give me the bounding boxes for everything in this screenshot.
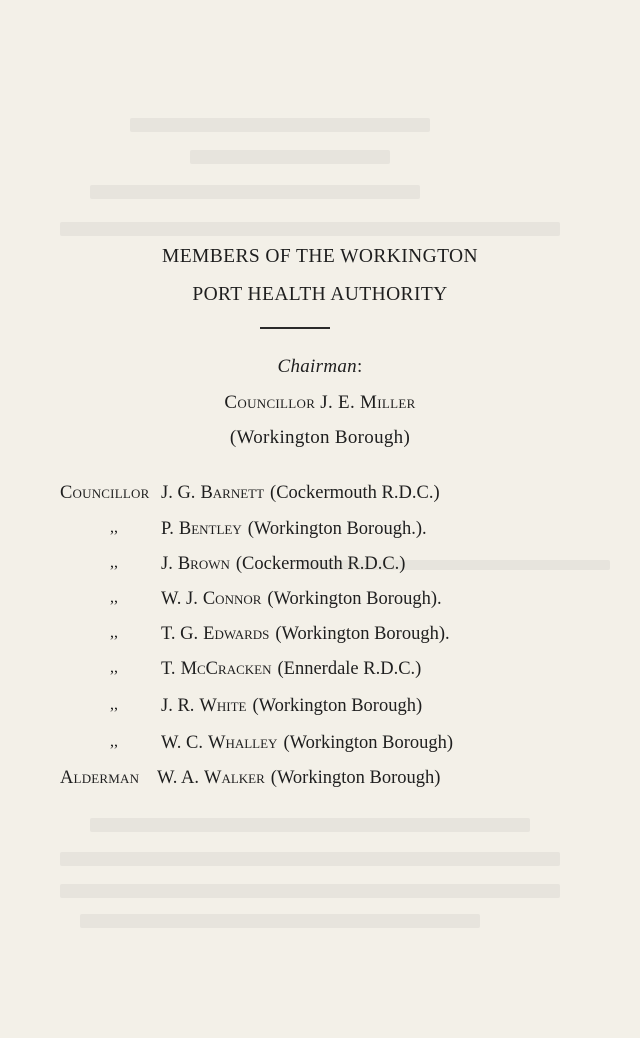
- member-initials: J. R.: [161, 696, 195, 716]
- member-row: [0, 589, 640, 615]
- chairman-name: J. E. Miller: [320, 392, 416, 413]
- member-constituency: (Workington Borough): [252, 696, 423, 716]
- member-initials: W. C.: [161, 733, 203, 753]
- ditto-mark: ,,: [110, 624, 118, 641]
- member-surname: Bentley: [178, 519, 242, 539]
- ditto-mark: ,,: [110, 519, 118, 536]
- member-entry: [161, 483, 440, 504]
- member-surname: Barnett: [200, 483, 265, 503]
- member-row: [0, 624, 640, 650]
- member-initials: J. G.: [161, 483, 196, 503]
- member-initials: W. J.: [161, 589, 198, 609]
- member-initials: W. A.: [157, 768, 199, 788]
- member-surname: Walker: [203, 768, 265, 788]
- member-constituency: (Workington Borough).: [275, 624, 450, 644]
- member-row: [0, 768, 640, 794]
- ditto-mark: ,,: [110, 696, 118, 713]
- title-divider: [260, 327, 330, 329]
- chairman-role: Councillor: [224, 392, 316, 413]
- member-constituency: (Workington Borough.).: [247, 519, 427, 539]
- member-initials: T. G.: [161, 624, 199, 644]
- chairman-constituency: (Workington Borough): [229, 427, 411, 448]
- member-row: [0, 519, 640, 545]
- member-constituency: (Cockermouth R.D.C.): [235, 554, 406, 574]
- member-entry: [161, 589, 442, 610]
- member-surname: McCracken: [180, 659, 272, 679]
- member-entry: [161, 733, 453, 754]
- member-surname: Whalley: [207, 733, 278, 753]
- member-entry: [161, 696, 422, 717]
- member-entry: [157, 768, 440, 789]
- member-role: Alderman: [60, 768, 140, 788]
- document-title-line-1: MEMBERS OF THE WORKINGTON: [161, 246, 479, 267]
- member-entry: [161, 519, 427, 540]
- member-role: Councillor: [60, 483, 150, 503]
- member-constituency: (Workington Borough): [270, 768, 441, 788]
- chairman-heading-colon: :: [356, 356, 363, 377]
- member-constituency: (Workington Borough): [283, 733, 454, 753]
- member-entry: [161, 624, 450, 645]
- member-row: [0, 554, 640, 580]
- member-surname: Brown: [177, 554, 230, 574]
- member-surname: White: [199, 696, 247, 716]
- document-title-line-2: PORT HEALTH AUTHORITY: [192, 284, 448, 305]
- member-surname: Edwards: [203, 624, 270, 644]
- member-row: [0, 733, 640, 759]
- member-entry: [161, 554, 405, 575]
- member-row: [0, 659, 640, 685]
- member-initials: T.: [161, 659, 176, 679]
- member-constituency: (Ennerdale R.D.C.): [277, 659, 422, 679]
- ditto-mark: ,,: [110, 659, 118, 676]
- member-entry: [161, 659, 421, 680]
- member-row: [0, 696, 640, 722]
- member-initials: P.: [161, 519, 174, 539]
- ditto-mark: ,,: [110, 589, 118, 606]
- ditto-mark: ,,: [110, 554, 118, 571]
- ditto-mark: ,,: [110, 733, 118, 750]
- chairman-name-line: [0, 392, 640, 414]
- member-constituency: (Workington Borough).: [267, 589, 442, 609]
- chairman-heading: [0, 356, 640, 378]
- member-initials: J.: [161, 554, 173, 574]
- member-surname: Connor: [202, 589, 262, 609]
- member-row: [0, 483, 640, 509]
- chairman-heading-text: Chairman: [277, 356, 357, 377]
- member-constituency: (Cockermouth R.D.C.): [270, 483, 440, 503]
